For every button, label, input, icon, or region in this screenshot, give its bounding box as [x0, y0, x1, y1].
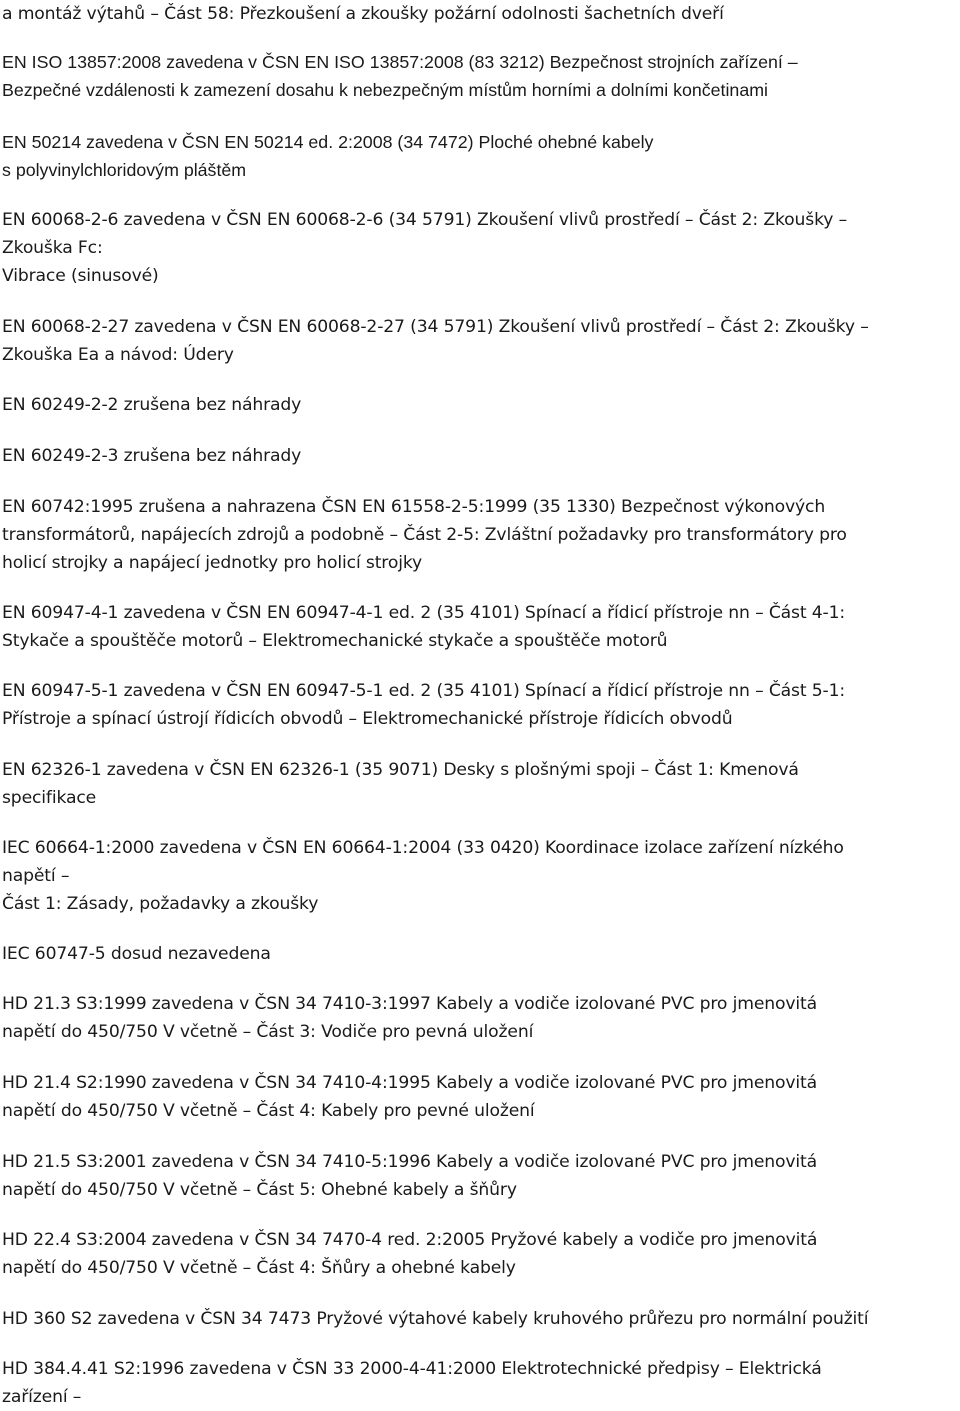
text-line: zařízení –	[2, 1387, 82, 1407]
text-line: holicí strojky a napájecí jednotky pro holicí strojky	[2, 553, 423, 573]
text-line: a montáž výtahů – Část 58: Přezkoušení a zkoušky požární odolnosti šachetních dveří	[2, 4, 724, 24]
text-line: IEC 60747-5 dosud nezavedena	[2, 944, 271, 964]
text-line: EN 60742:1995 zrušena a nahrazena ČSN EN 61558-2-5:1999 (35 1330) Bezpečnost výkonových	[2, 497, 826, 517]
text-line: HD 360 S2 zavedena v ČSN 34 7473 Pryžové výtahové kabely kruhového průřezu pro normální použití	[2, 1309, 869, 1329]
text-line: s polyvinylchloridovým pláštěm	[2, 160, 247, 180]
text-line: napětí do 450/750 V včetně – Část 5: Ohebné kabely a šňůry	[2, 1180, 517, 1200]
text-line: napětí do 450/750 V včetně – Část 3: Vodiče pro pevná uložení	[2, 1022, 534, 1042]
paragraph-en-60249-2-2	[2, 391, 954, 419]
text-line: HD 384.4.41 S2:1996 zavedena v ČSN 33 2000-4-41:2000 Elektrotechnické předpisy – Elektrická	[2, 1359, 822, 1379]
text-line: EN 60947-5-1 zavedena v ČSN EN 60947-5-1 ed. 2 (35 4101) Spínací a řídicí přístroje nn – Část 5-1:	[2, 681, 846, 701]
text-line: HD 21.5 S3:2001 zavedena v ČSN 34 7410-5:1996 Kabely a vodiče izolované PVC pro jmenovitá	[2, 1152, 817, 1172]
text-line: HD 21.3 S3:1999 zavedena v ČSN 34 7410-3:1997 Kabely a vodiče izolované PVC pro jmenovitá	[2, 994, 817, 1014]
text-line: Bezpečné vzdálenosti k zamezení dosahu k nebezpečným místům horními a dolními končetinami	[2, 80, 768, 100]
paragraph-en-50214	[2, 128, 954, 184]
text-line: napětí –	[2, 866, 70, 886]
paragraph-en-62326-1	[2, 756, 954, 812]
text-line: Stykače a spouštěče motorů – Elektromechanické stykače a spouštěče motorů	[2, 631, 668, 651]
text-line: Vibrace (sinusové)	[2, 266, 159, 286]
text-line: napětí do 450/750 V včetně – Část 4: Kabely pro pevné uložení	[2, 1101, 535, 1121]
text-line: Zkouška Fc:	[2, 238, 103, 258]
paragraph-iec-60664-1	[2, 834, 954, 918]
text-line: EN 62326-1 zavedena v ČSN EN 62326-1 (35 9071) Desky s plošnými spoji – Část 1: Kmenová	[2, 760, 799, 780]
paragraph-en-60068-2-6	[2, 206, 954, 290]
paragraph-hd-384-4-41	[2, 1355, 954, 1411]
text-line: EN 60068-2-27 zavedena v ČSN EN 60068-2-27 (34 5791) Zkoušení vlivů prostředí – Část 2: Zkoušky –	[2, 317, 869, 337]
text-line: HD 21.4 S2:1990 zavedena v ČSN 34 7410-4:1995 Kabely a vodiče izolované PVC pro jmenovitá	[2, 1073, 817, 1093]
paragraph-en-60249-2-3	[2, 442, 954, 470]
text-line: EN 60947-4-1 zavedena v ČSN EN 60947-4-1 ed. 2 (35 4101) Spínací a řídicí přístroje nn – Část 4-1:	[2, 603, 846, 623]
paragraph-en-60947-5-1	[2, 677, 954, 733]
paragraph-hd-21-4	[2, 1069, 954, 1125]
paragraph-en-60742	[2, 493, 954, 577]
text-line: Přístroje a spínací ústrojí řídicích obvodů – Elektromechanické přístroje řídicích obvodů	[2, 709, 733, 729]
text-line: transformátorů, napájecích zdrojů a podobně – Část 2-5: Zvláštní požadavky pro transformátory pro	[2, 525, 847, 545]
text-line: EN 60249-2-3 zrušena bez náhrady	[2, 446, 302, 466]
text-line: specifikace	[2, 788, 97, 808]
paragraph-hd-360	[2, 1305, 954, 1333]
paragraph-en-60068-2-27	[2, 313, 954, 369]
paragraph-hd-22-4	[2, 1226, 954, 1282]
paragraph-lift-fire-tests	[2, 0, 954, 28]
text-line: EN 60068-2-6 zavedena v ČSN EN 60068-2-6 (34 5791) Zkoušení vlivů prostředí – Část 2: Zkoušky –	[2, 210, 848, 230]
text-line: HD 22.4 S3:2004 zavedena v ČSN 34 7470-4 red. 2:2005 Pryžové kabely a vodiče pro jmenovitá	[2, 1230, 818, 1250]
paragraph-hd-21-3	[2, 990, 954, 1046]
text-line: IEC 60664-1:2000 zavedena v ČSN EN 60664-1:2004 (33 0420) Koordinace izolace zařízení nízkého	[2, 838, 844, 858]
paragraph-en-iso-13857	[2, 48, 954, 104]
text-line: EN ISO 13857:2008 zavedena v ČSN EN ISO 13857:2008 (83 3212) Bezpečnost strojních zařízení –	[2, 52, 798, 72]
text-line: EN 60249-2-2 zrušena bez náhrady	[2, 395, 302, 415]
paragraph-iec-60747-5	[2, 940, 954, 968]
text-line: napětí do 450/750 V včetně – Část 4: Šňůry a ohebné kabely	[2, 1258, 516, 1278]
paragraph-hd-21-5	[2, 1148, 954, 1204]
text-line: EN 50214 zavedena v ČSN EN 50214 ed. 2:2008 (34 7472) Ploché ohebné kabely	[2, 132, 654, 152]
text-line: Zkouška Ea a návod: Údery	[2, 345, 234, 365]
paragraph-en-60947-4-1	[2, 599, 954, 655]
text-line: Část 1: Zásady, požadavky a zkoušky	[2, 894, 319, 914]
